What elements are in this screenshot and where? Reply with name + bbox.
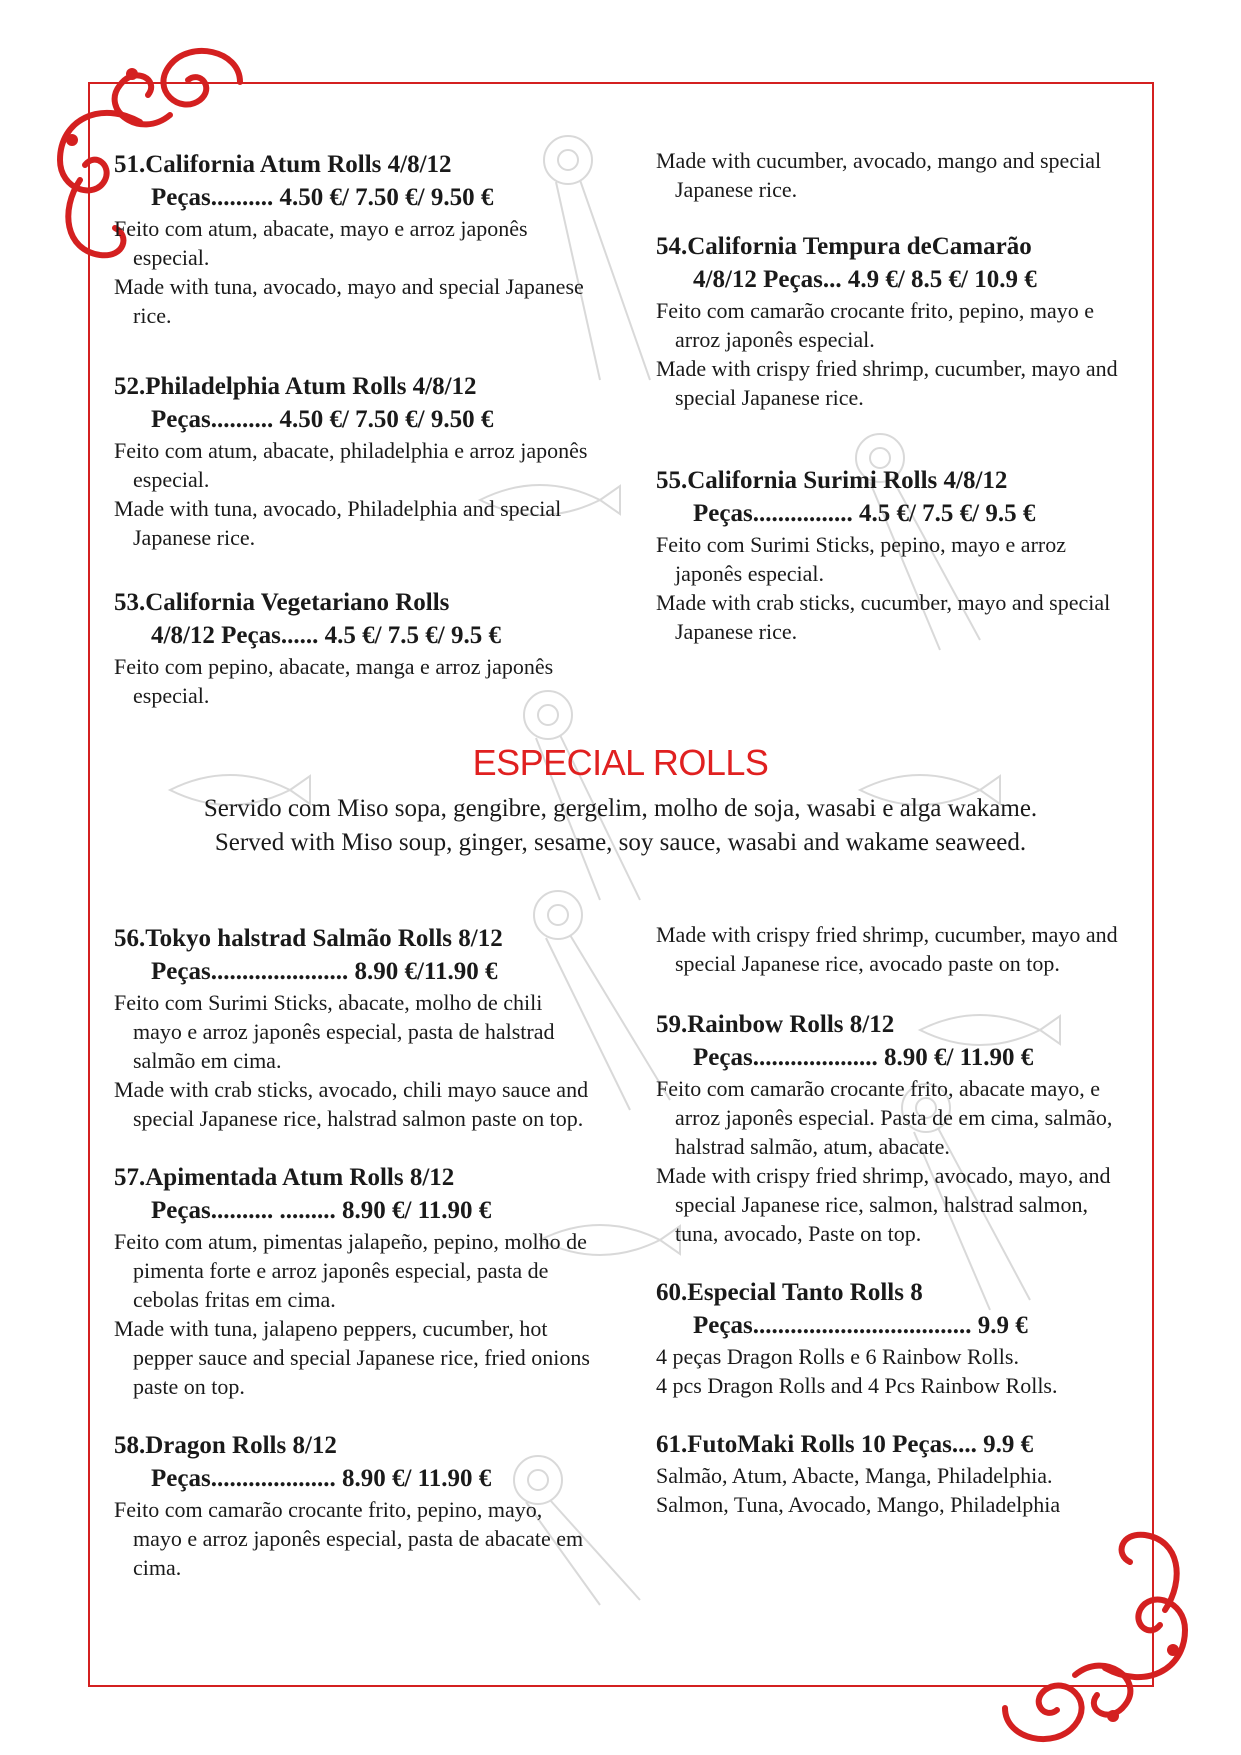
item-title: 52.Philadelphia Atum Rolls 4/8/12: [114, 373, 477, 400]
item-desc-en: Made with crab sticks, cucumber, mayo and special Japanese rice.: [656, 590, 1111, 644]
item-desc-pt: Feito com atum, abacate, mayo e arroz japonês especial.: [114, 216, 528, 270]
item-desc-en: Made with tuna, jalapeno peppers, cucumber, hot pepper sauce and special Japanese rice, fried onions paste on top.: [114, 1316, 590, 1399]
item-desc-pt: Feito com camarão crocante frito, pepino, mayo, mayo e arroz japonês especial, pasta de abacate em cima.: [114, 1497, 584, 1580]
section-subtitle-pt: Servido com Miso sopa, gengibre, gergelim, molho de soja, wasabi e alga wakame.: [203, 795, 1038, 822]
item-desc-en: Made with crispy fried shrimp, avocado, mayo, and special Japanese rice, salmon, halstrad salmon, tuna, avocado, Paste on top.: [656, 1163, 1111, 1246]
menu-item-61: [656, 1428, 1136, 1519]
column-bottom-left: [114, 922, 594, 1610]
item-price: Peças.......... 4.50 €/ 7.50 €/ 9.50 €: [151, 406, 494, 433]
item-desc-en: Salmon, Tuna, Avocado, Mango, Philadelphia: [656, 1492, 1061, 1517]
item-desc-pt: 4 peças Dragon Rolls e 6 Rainbow Rolls.: [656, 1344, 1019, 1369]
column-top-right: [656, 146, 1136, 674]
item-title: 55.California Surimi Rolls 4/8/12: [656, 467, 1008, 494]
menu-item-53-continued: [656, 146, 1136, 204]
menu-item-55: [656, 464, 1136, 646]
item-title: 54.California Tempura deCamarão: [656, 233, 1032, 260]
item-desc-pt: Salmão, Atum, Abacte, Manga, Philadelphia.: [656, 1463, 1053, 1488]
item-price: Peças................ 4.5 €/ 7.5 €/ 9.5 €: [693, 500, 1036, 527]
item-desc-en: Made with cucumber, avocado, mango and special Japanese rice.: [656, 148, 1102, 202]
item-price: Peças.......... ......... 8.90 €/ 11.90 €: [151, 1197, 492, 1224]
item-price: 4/8/12 Peças...... 4.5 €/ 7.5 €/ 9.5 €: [151, 622, 501, 649]
item-price: Peças.................... 8.90 €/ 11.90 €: [693, 1044, 1034, 1071]
item-desc-en: Made with crispy fried shrimp, cucumber, mayo and special Japanese rice.: [656, 356, 1118, 410]
section-subtitle-en: Served with Miso soup, ginger, sesame, soy sauce, wasabi and wakame seaweed.: [214, 829, 1027, 856]
item-price: Peças.................... 8.90 €/ 11.90 €: [151, 1465, 492, 1492]
menu-item-58-continued: [656, 920, 1136, 978]
menu-item-57: [114, 1161, 594, 1401]
item-desc-pt: Feito com camarão crocante frito, abacate mayo, e arroz japonês especial. Pasta de em cima, salmão, halstrad salmão, atum, abacate.: [656, 1076, 1113, 1159]
item-title: 56.Tokyo halstrad Salmão Rolls 8/12: [114, 925, 503, 952]
menu-item-58: [114, 1429, 594, 1582]
item-desc-pt: Feito com atum, pimentas jalapeño, pepino, molho de pimenta forte e arroz japonês especial, pasta de cebolas fritas em cima.: [114, 1229, 587, 1312]
item-desc-pt: Feito com Surimi Sticks, abacate, molho de chili mayo e arroz japonês especial, pasta de halstrad salmão em cima.: [114, 990, 555, 1073]
item-desc-en: 4 pcs Dragon Rolls and 4 Pcs Rainbow Rolls.: [656, 1373, 1058, 1398]
item-price: 4/8/12 Peças... 4.9 €/ 8.5 €/ 10.9 €: [693, 266, 1037, 293]
menu-item-60: [656, 1276, 1136, 1400]
item-title: 59.Rainbow Rolls 8/12: [656, 1011, 895, 1038]
item-title: 57.Apimentada Atum Rolls 8/12: [114, 1164, 455, 1191]
item-title: 60.Especial Tanto Rolls 8: [656, 1279, 923, 1306]
section-title: ESPECIAL ROLLS: [472, 742, 769, 783]
item-desc-pt: Feito com Surimi Sticks, pepino, mayo e arroz japonês especial.: [656, 532, 1066, 586]
column-bottom-right: [656, 920, 1136, 1547]
column-top-left: [114, 148, 594, 738]
item-price: Peças.......... 4.50 €/ 7.50 €/ 9.50 €: [151, 184, 494, 211]
menu-item-59: [656, 1008, 1136, 1248]
item-price: Peças...................... 8.90 €/11.90 €: [151, 958, 498, 985]
menu-item-52: [114, 370, 594, 552]
menu-item-56: [114, 922, 594, 1133]
item-desc-en: Made with crab sticks, avocado, chili mayo sauce and special Japanese rice, halstrad salmon paste on top.: [114, 1077, 589, 1131]
item-desc-pt: Feito com camarão crocante frito, pepino, mayo e arroz japonês especial.: [656, 298, 1094, 352]
item-title: 51.California Atum Rolls 4/8/12: [114, 151, 452, 178]
item-desc-pt: Feito com atum, abacate, philadelphia e arroz japonês especial.: [114, 438, 588, 492]
menu-item-53: [114, 586, 594, 710]
item-title: 53.California Vegetariano Rolls: [114, 589, 450, 616]
menu-item-51: [114, 148, 594, 330]
item-desc-en: Made with tuna, avocado, Philadelphia and special Japanese rice.: [114, 496, 562, 550]
item-price: Peças................................... 9.9 €: [693, 1312, 1028, 1339]
item-title: 58.Dragon Rolls 8/12: [114, 1432, 337, 1459]
item-title: 61.FutoMaki Rolls 10 Peças.... 9.9 €: [656, 1431, 1034, 1458]
item-desc-pt: Feito com pepino, abacate, manga e arroz japonês especial.: [114, 654, 554, 708]
menu-item-54: [656, 230, 1136, 412]
item-desc-en: Made with crispy fried shrimp, cucumber, mayo and special Japanese rice, avocado paste on top.: [656, 922, 1118, 976]
section-subtitle: [0, 792, 1241, 860]
item-desc-en: Made with tuna, avocado, mayo and special Japanese rice.: [114, 274, 584, 328]
swirl-ornament-bottom-right-icon: [985, 1520, 1205, 1750]
